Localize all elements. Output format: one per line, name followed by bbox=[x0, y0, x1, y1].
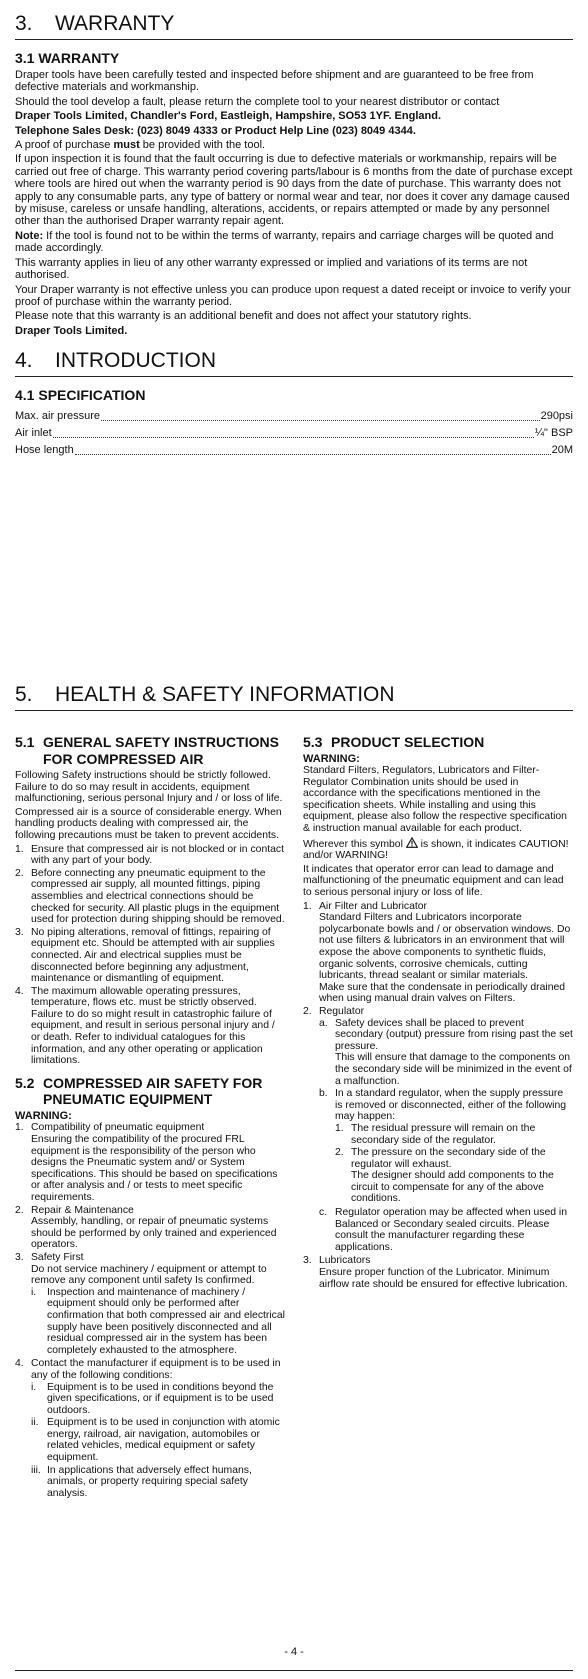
subsection-heading bbox=[15, 1075, 285, 1108]
item-body: Contact the manufacturer if equipment is to be used in any of the following conditions: bbox=[31, 1358, 281, 1381]
list-text bbox=[319, 1255, 573, 1290]
item-body: Ensure proper function of the Lubricator. Minimum airflow rate should be ensured for effective lubrication. bbox=[319, 1267, 568, 1290]
left-column bbox=[15, 734, 285, 1501]
spec-value: ¼" BSP bbox=[534, 427, 573, 440]
sub-list-item bbox=[31, 1417, 285, 1463]
list-text bbox=[319, 901, 573, 1005]
footer-rule bbox=[15, 1670, 573, 1671]
paragraph: This warranty applies in lieu of any other warranty expressed or implied and variations of its terms are not authorised. bbox=[15, 256, 528, 282]
page-number: - 4 - bbox=[284, 1646, 304, 1658]
list-text: The residual pressure will remain on the secondary side of the regulator. bbox=[351, 1122, 536, 1146]
list-text: Before connecting any pneumatic equipment to the compressed air supply, all mounted fittings, piping assemblies and electrical connections should be checked for security. All plastic plugs in the equipment used for protection during shipping should be removed. bbox=[31, 867, 285, 926]
note bbox=[15, 230, 573, 255]
paragraph bbox=[303, 837, 573, 862]
item-body: In a standard regulator, when the supply pressure is removed or disconnected, either of the following may happen: bbox=[335, 1088, 567, 1123]
list-item bbox=[15, 927, 285, 985]
section-4-heading bbox=[15, 339, 573, 377]
list-marker: 3. bbox=[15, 1251, 24, 1263]
sub-sub-list-item bbox=[335, 1147, 573, 1205]
item-body: Make sure that the condensate in periodically drained when using manual drain valves on Filters. bbox=[319, 981, 566, 1005]
list-item bbox=[15, 844, 285, 867]
sub-list-item bbox=[31, 1382, 285, 1417]
right-column bbox=[303, 734, 573, 1501]
list-item bbox=[15, 1122, 285, 1203]
list-item bbox=[303, 1255, 573, 1290]
list-marker: i. bbox=[31, 1381, 37, 1393]
list-text: The maximum allowable operating pressures, temperature, flows etc. must be strictly observed. Failure to do so might result in catastrophic failure of equipment, and result in serious personal injury and / or death. Refer to individual catalogues for this information, and any other operating or application limitations. bbox=[31, 985, 275, 1067]
paragraph bbox=[15, 139, 573, 151]
item-heading: Air Filter and Lubricator bbox=[319, 900, 427, 912]
list-marker: ii. bbox=[31, 1417, 39, 1429]
paragraph: Your Draper warranty is not effective unless you can produce upon request a dated receipt or invoice to verify your proof of purchase within the warranty period. bbox=[15, 283, 571, 308]
subsection-title: GENERAL SAFETY INSTRUCTIONS FOR COMPRESSED AIR bbox=[43, 734, 279, 767]
list-marker: iii. bbox=[31, 1464, 41, 1476]
list-text bbox=[31, 1122, 285, 1203]
section-number: 5. bbox=[15, 683, 33, 706]
text: A proof of purchase bbox=[15, 139, 114, 152]
spec-row bbox=[15, 442, 573, 459]
list-item bbox=[15, 1358, 285, 1500]
company-name: Draper Tools Limited. bbox=[15, 324, 128, 337]
list-item bbox=[15, 1205, 285, 1251]
text: is shown, it indicates CAUTION! and/or WARNING! bbox=[303, 838, 569, 862]
list-marker: 2. bbox=[15, 1204, 24, 1216]
subsection-title: PRODUCT SELECTION bbox=[331, 734, 485, 750]
warning-label: WARNING: bbox=[15, 1109, 72, 1122]
section-number: 3. bbox=[15, 12, 33, 35]
sub-list-item bbox=[319, 1207, 573, 1253]
list-marker: 3. bbox=[303, 1255, 312, 1267]
item-heading: Lubricators bbox=[319, 1255, 371, 1267]
list-text: Equipment is to be used in conjunction with atomic energy, railroad, air navigation, automobiles or related vehicles, medical equipment or safety equipment. bbox=[47, 1417, 280, 1464]
sub-list-item bbox=[31, 1287, 285, 1357]
section-5 bbox=[15, 683, 573, 711]
spec-list bbox=[15, 408, 573, 459]
spec-label: Max. air pressure bbox=[15, 410, 100, 423]
list-marker: 4. bbox=[15, 1358, 24, 1370]
section-title: INTRODUCTION bbox=[55, 349, 216, 373]
warning-triangle-icon bbox=[406, 837, 418, 848]
two-column-body bbox=[15, 734, 573, 1501]
section-title: HEALTH & SAFETY INFORMATION bbox=[55, 683, 395, 706]
subsection-heading: 3.1 WARRANTY bbox=[15, 50, 120, 66]
paragraph: Following Safety instructions should be strictly followed. Failure to do so may result in accidents, equipment malfunctioning, serious personal Injury and / or loss of life. bbox=[15, 770, 283, 805]
paragraph: Draper tools have been carefully tested and inspected before shipment and are guaranteed to be free from defective materials and workmanship. bbox=[15, 69, 534, 94]
list-marker: 1. bbox=[15, 843, 24, 855]
leader-dots bbox=[75, 442, 551, 455]
item-body: Ensuring the compatibility of the procured FRL equipment is the responsibility of the person who designs the Pneumatic system and/ or System specifications. This should be based on specifications or after analysis and / or tests to meet specific requirements. bbox=[31, 1134, 278, 1203]
subsection-heading bbox=[303, 734, 573, 751]
item-heading: Repair & Maintenance bbox=[31, 1204, 134, 1216]
list-item bbox=[303, 901, 573, 1005]
item-body: This will ensure that damage to the components on the secondary side will be minimized in the event of a malfunction. bbox=[335, 1052, 572, 1087]
list-text: Inspection and maintenance of machinery / equipment should only be performed after confirmation that both compressed air and electrical supply have been positively disconnected and all residual compressed air in the system has been completely exhausted to the atmosphere. bbox=[47, 1286, 285, 1356]
list-marker: 1. bbox=[335, 1122, 344, 1134]
list-text: Regulator operation may be affected when used in Balanced or Secondary sealed circuits. Please consult the manufacturer regarding these applications. bbox=[335, 1207, 568, 1253]
list-marker: i. bbox=[31, 1286, 37, 1298]
item-body: The pressure on the secondary side of the regulator will exhaust. bbox=[351, 1147, 546, 1170]
spec-label: Hose length bbox=[15, 444, 74, 457]
leader-dots bbox=[101, 408, 540, 421]
page bbox=[15, 0, 573, 459]
warning-label: WARNING: bbox=[303, 752, 360, 765]
note-label: Note: bbox=[15, 229, 44, 242]
section-3-heading bbox=[15, 0, 573, 40]
text: be provided with the tool. bbox=[139, 139, 266, 152]
subsection-heading bbox=[15, 734, 285, 767]
list-marker: 2. bbox=[303, 1005, 312, 1017]
subsection-number: 5.3 bbox=[303, 734, 323, 750]
item-body: Assembly, handling, or repair of pneumatic systems should be performed by only trained and experienced operators. bbox=[31, 1216, 277, 1251]
paragraph: Compressed air is a source of considerable energy. When handling products dealing with compressed air, the following precautions must be taken to prevent accidents. bbox=[15, 806, 282, 841]
paragraph: Please note that this warranty is an additional benefit and does not affect your statutory rights. bbox=[15, 310, 472, 323]
spec-value: 290psi bbox=[540, 410, 573, 423]
telephone: Telephone Sales Desk: (023) 8049 4333 or Product Help Line (023) 8049 4344. bbox=[15, 124, 416, 137]
list-text: Equipment is to be used in conditions beyond the given specifications, or if equipment is to be used outdoors. bbox=[47, 1381, 274, 1416]
list-text bbox=[335, 1018, 573, 1088]
list-text: In applications that adversely effect humans, animals, or property requiring special safety analysis. bbox=[47, 1464, 252, 1499]
list-marker: 3. bbox=[15, 926, 24, 938]
paragraph: If upon inspection it is found that the fault occurring is due to defective materials or workmanship, repairs will be carried out free of charge. This warranty period covering parts/labour is 6 months from the date of purchase except where tools are hired out when the warranty period is 90 days from the date of purchase. This warranty does not apply to any consumable parts, any type of battery or normal wear and tear, nor does it cover any damage caused by misuse, careless or unsafe handling, alterations, accidents, or repairs attempted or made by any personnel other than the authorised Draper warranty repair agent. bbox=[15, 153, 573, 228]
paragraph: Should the tool develop a fault, please return the complete tool to your nearest distributor or contact bbox=[15, 95, 500, 108]
spec-value: 20M bbox=[551, 444, 573, 457]
item-heading: Safety First bbox=[31, 1251, 84, 1263]
list-text bbox=[31, 1205, 285, 1251]
item-body: The designer should add components to the circuit to compensate for any of the above conditions. bbox=[351, 1170, 554, 1205]
text: If the tool is found not to be within the terms of warranty, repairs and carriage charges will be quoted and made accordingly. bbox=[15, 229, 554, 255]
sub-list-item bbox=[319, 1088, 573, 1206]
list-item bbox=[15, 868, 285, 926]
list-marker: 1. bbox=[15, 1122, 24, 1134]
address: Draper Tools Limited, Chandler's Ford, Eastleigh, Hampshire, SO53 1YF. England. bbox=[15, 110, 442, 123]
spec-label: Air inlet bbox=[15, 427, 52, 440]
list-marker: a. bbox=[319, 1017, 328, 1029]
list-marker: 2. bbox=[15, 867, 24, 879]
paragraph: Standard Filters, Regulators, Lubricators and Filter- Regulator Combination units should be used in accordance with the specifications mentioned in the specification sheets. While installing and using this equipment, please also follow the respective specification & instruction manual available for each product. bbox=[303, 765, 567, 835]
section-number: 4. bbox=[15, 349, 33, 373]
text-bold: must bbox=[113, 139, 140, 152]
text: Wherever this symbol bbox=[303, 838, 406, 850]
subsection-title: COMPRESSED AIR SAFETY FOR PNEUMATIC EQUIPMENT bbox=[43, 1074, 263, 1108]
list-marker: c. bbox=[319, 1207, 328, 1219]
spec-row bbox=[15, 408, 573, 425]
list-text bbox=[335, 1088, 573, 1206]
sub-sub-list-item bbox=[335, 1123, 573, 1146]
list-marker: 4. bbox=[15, 985, 24, 997]
item-heading: Regulator bbox=[319, 1005, 365, 1017]
subsection-number: 5.1 bbox=[15, 734, 35, 750]
paragraph: It indicates that operator error can lead to damage and malfunctioning of the pneumatic equipment and can lead to serious personal injury or loss of life. bbox=[303, 863, 564, 899]
section-5-heading bbox=[15, 683, 573, 711]
subsection-heading: 4.1 SPECIFICATION bbox=[15, 387, 146, 404]
list-text: Ensure that compressed air is not blocked or in contact with any part of your body. bbox=[31, 843, 284, 867]
list-text bbox=[319, 1006, 573, 1254]
spec-row bbox=[15, 425, 573, 442]
list-item bbox=[15, 1252, 285, 1357]
list-text: No piping alterations, removal of fittings, repairing of equipment etc. Should be attempted with air supplies connected. Air and electrical supplies must be disconnected before beginning any adjustment, maintenance or dismantling of equipment. bbox=[31, 926, 275, 985]
sub-list-item bbox=[31, 1465, 285, 1500]
list-marker: 2. bbox=[335, 1147, 344, 1159]
item-body: Safety devices shall be placed to prevent secondary (output) pressure from rising past the set pressure. bbox=[335, 1017, 573, 1052]
item-heading: Compatibility of pneumatic equipment bbox=[31, 1122, 205, 1134]
list-text bbox=[351, 1147, 573, 1205]
list-item bbox=[303, 1006, 573, 1254]
item-body: Do not service machinery / equipment or attempt to remove any component until safety Is confirmed. bbox=[31, 1263, 267, 1287]
list-text bbox=[31, 1252, 285, 1357]
section-title: WARRANTY bbox=[55, 12, 175, 35]
list-marker: b. bbox=[319, 1088, 328, 1100]
list-text bbox=[31, 1358, 285, 1500]
subsection-number: 5.2 bbox=[15, 1074, 35, 1091]
leader-dots bbox=[53, 425, 534, 438]
list-marker: 1. bbox=[303, 900, 312, 912]
item-body: Standard Filters and Lubricators incorporate polycarbonate bowls and / or observation windows. Do not use filters & lubricators in an environment that will expose the above components to synthetic fluids, organic solvents, corrosive chemicals, cutting lubricants, thread sealant or similar materials. bbox=[319, 912, 571, 982]
list-item bbox=[15, 986, 285, 1067]
sub-list-item bbox=[319, 1018, 573, 1088]
